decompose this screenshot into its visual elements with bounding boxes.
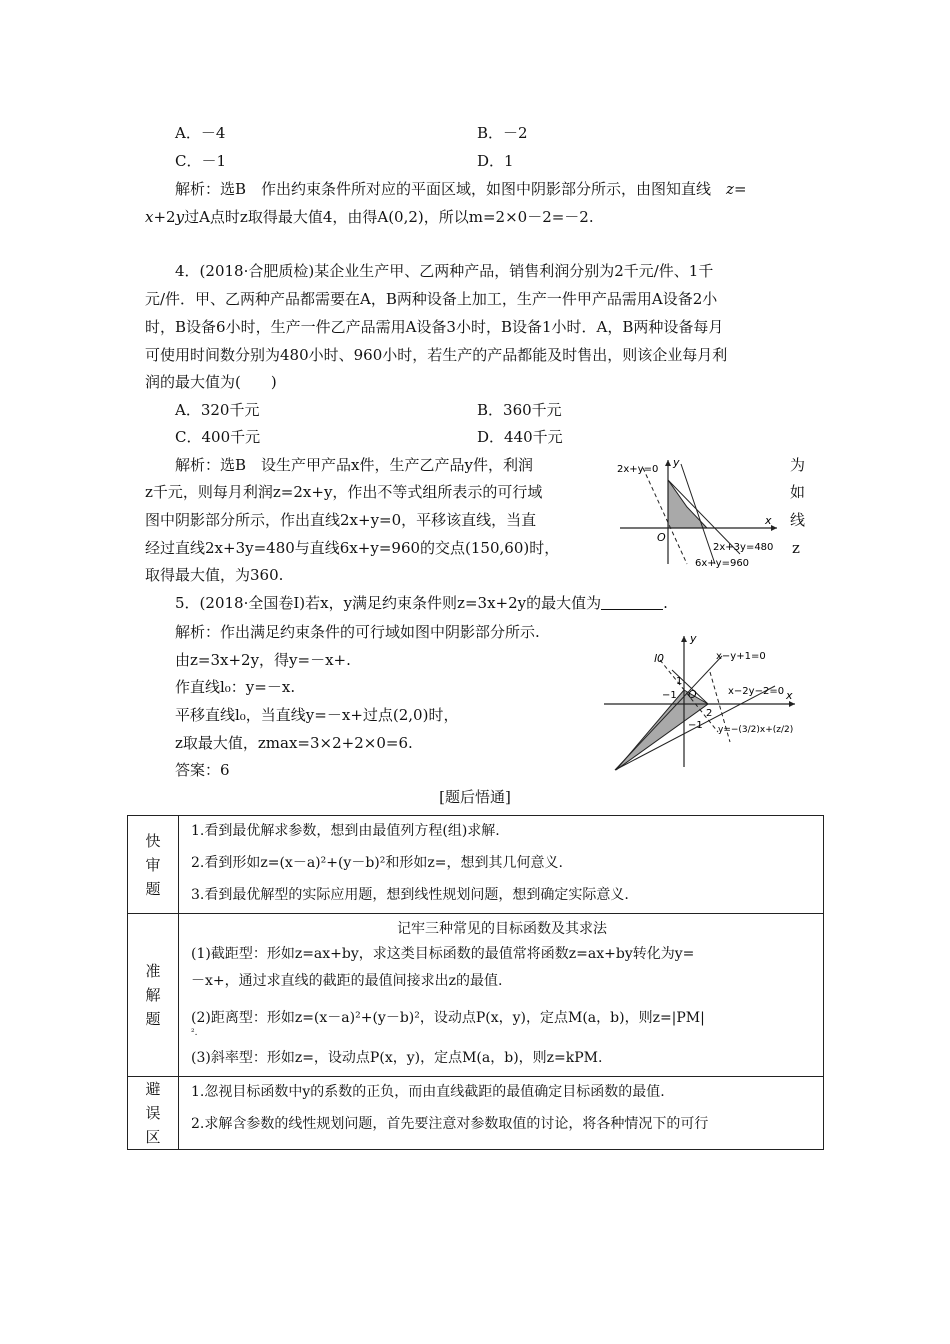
q4-stem-line-3: 时，B设备6小时，生产一件乙产品需用A设备3小时，B设备1小时．A，B两种设备每月 — [145, 318, 724, 336]
q4-option-d: D．440千元 — [477, 428, 563, 446]
q4-label-y: y — [673, 456, 680, 469]
q5-analysis-line-5: z取最大值，zmax=3×2+2×0=6. — [175, 734, 413, 752]
summary-row-zhunjieti — [128, 914, 824, 1077]
q3-analysis-line-2: x+2y过A点时z取得最大值4，由得A(0,2)，所以m=2×0－2=－2. — [145, 208, 594, 226]
q4-analysis-line-4: 经过直线2x+3y=480与直线6x+y=960的交点(150,60)时， — [145, 539, 560, 557]
row-label: 避 误 区 — [128, 1077, 179, 1150]
row-content: 1.看到最优解求参数，想到由最值列方程(组)求解. 2.看到形如z=(x－a)²+(y－b)²和形如z=，想到其几何意义. 3.看到最优解型的实际应用题，想到线性规划问题，想到确定实际意义. — [179, 816, 824, 914]
q4-label-origin: O — [657, 531, 666, 544]
q5-label-objective: y=−(3/2)x+(z/2) — [718, 725, 794, 735]
q4-shaded-region — [668, 480, 707, 528]
q4-option-a: A．320千元 — [175, 401, 260, 419]
q4-right-char-1: 为 — [790, 456, 806, 474]
q5-label-x: x — [786, 689, 793, 702]
q5-analysis-line-1: 解析：作出满足约束条件的可行域如图中阴影部分所示. — [175, 623, 540, 641]
q4-analysis-line-2: z千元，则每月利润z=2x+y，作出不等式组所表示的可行域 — [145, 483, 543, 501]
q4-stem-line-2: 元/件．甲、乙两种产品都需要在A，B两种设备上加工，生产一件甲产品需用A设备2小 — [145, 290, 718, 308]
q5-stem: 5．(2018·全国卷Ⅰ)若x，y满足约束条件则z=3x+2y的最大值为 . — [175, 594, 668, 612]
answer-blank — [601, 595, 663, 610]
summary-row-biwuqu — [128, 1077, 824, 1150]
row-heading: 记牢三种常见的目标函数及其求法 — [397, 921, 607, 937]
q4-stem-line-5: 润的最大值为( ) — [145, 373, 277, 391]
q5-label-2: 2 — [706, 708, 713, 719]
row-content: 1.忽视目标函数中y的系数的正负，而由直线截距的最值确定目标函数的最值. 2.求解含参数的线性规划问题，首先要注意对参数取值的讨论，将各种情况下的可行 — [179, 1077, 824, 1150]
q4-analysis-line-3: 图中阴影部分所示，作出直线2x+y=0，平移该直线，当直 — [145, 511, 537, 529]
q3-analysis-line-1: 解析：选B 作出约束条件所对应的平面区域，如图中阴影部分所示，由图知直线 z= — [175, 180, 747, 198]
q3-option-b: B．－2 — [477, 124, 528, 142]
q4-label-2x3y: 2x+3y=480 — [713, 542, 774, 553]
q5-analysis-line-4: 平移直线l₀，当直线y=－x+过点(2,0)时， — [175, 706, 459, 724]
q5-analysis-line-3: 作直线l₀：y=－x. — [175, 678, 296, 696]
q4-right-char-3: 线 — [790, 511, 806, 529]
q5-label-l0: l0 — [654, 652, 665, 665]
q5-label-neg1-x: −1 — [662, 690, 677, 701]
q4-analysis-line-5: 取得最大值，为360. — [145, 566, 284, 584]
q5-feasible-region-figure — [600, 632, 800, 776]
summary-row-kuaishenti — [128, 816, 824, 914]
q5-answer: 答案：6 — [175, 761, 230, 779]
q3-option-a: A．－4 — [175, 124, 226, 142]
q5-label-neg1-y: −1 — [688, 720, 703, 731]
row-label: 快 审 题 — [128, 816, 179, 914]
q4-stem-line-4: 可使用时间数分别为480小时、960小时，若生产的产品都能及时售出，则该企业每月利 — [145, 346, 728, 364]
q4-right-char-4: z — [792, 539, 800, 557]
row-content: 记牢三种常见的目标函数及其求法 (1)截距型：形如z=ax+by，求这类目标函数的最值常将函数z=ax+by转化为y= －x+，通过求直线的截距的最值间接求出z的最值. (2)距离型：形如z=(x－a)²+(y－b)²，设动点P(x，y)，定点M(a，b)，则z=|PM| ². (3)斜率型：形如z=，设动点P(x，y)，定点M(a，b)，则z=kPM. — [179, 914, 824, 1077]
q4-label-x: x — [765, 514, 772, 527]
q3-option-d: D．1 — [477, 152, 514, 170]
q4-analysis-line-1: 解析：选B 设生产甲产品x件，生产乙产品y件，利润 — [175, 456, 533, 474]
q4-feasible-region-figure — [615, 452, 785, 576]
q5-analysis-line-2: 由z=3x+2y，得y=－x+. — [175, 651, 351, 669]
q4-option-b: B．360千元 — [477, 401, 562, 419]
q5-label-x-2y-2: x−2y−2=0 — [728, 686, 785, 697]
q4-right-char-2: 如 — [790, 483, 806, 501]
summary-table — [127, 815, 824, 1150]
q5-label-y: y — [690, 632, 697, 645]
q5-label-x-y-1: x−y+1=0 — [716, 651, 766, 662]
q5-label-origin: O — [688, 688, 697, 701]
summary-title: [题后悟通] — [439, 788, 511, 806]
q4-option-c: C．400千元 — [175, 428, 261, 446]
q4-label-6xy: 6x+y=960 — [695, 558, 750, 569]
q4-label-2x-y: 2x+y=0 — [617, 464, 659, 475]
q4-stem-line-1: 4．(2018·合肥质检)某企业生产甲、乙两种产品，销售利润分别为2千元/件、1千 — [175, 262, 714, 280]
row-label: 准 解 题 — [128, 914, 179, 1077]
q5-label-1: 1 — [676, 676, 683, 687]
q3-option-c: C．－1 — [175, 152, 227, 170]
